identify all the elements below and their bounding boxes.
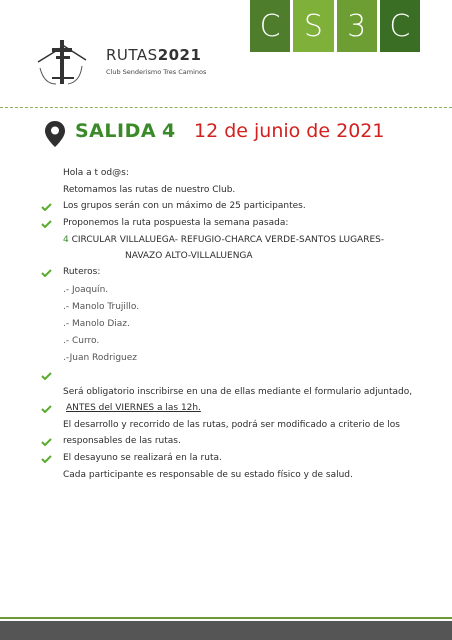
salida-label: SALIDA 4 [75, 120, 176, 142]
development-line-1: El desarrollo y recorrido de las rutas, podrá ser modificado a criterio de los [63, 420, 400, 430]
rutero-item: .-Juan Rodriguez [63, 353, 137, 363]
footer-band [0, 621, 452, 640]
location-pin-icon [44, 120, 66, 148]
rutero-item: .- Joaquín. [63, 285, 109, 295]
development-line-2: responsables de las rutas. [63, 436, 181, 446]
route-line-1: 4 CIRCULAR VILLALUEGA- REFUGIO-CHARCA VERDE-SANTOS LUGARES- [63, 235, 385, 245]
breakfast-line: El desayuno se realizará en la ruta. [63, 453, 222, 463]
intro-line: Retomamos las rutas de nuestro Club. [63, 185, 236, 195]
salida-date: 12 de junio de 2021 [194, 120, 385, 142]
logo-title: RUTAS2021 [106, 46, 202, 64]
proposal-line: Proponemos la ruta pospuesta la semana pasada: [63, 218, 289, 228]
groups-line: Los grupos serán con un máximo de 25 participantes. [63, 201, 306, 211]
cs3c-banner [250, 0, 420, 52]
logo-subtitle: Club Senderismo Tres Caminos [106, 68, 207, 76]
cs3c-tile: C [380, 0, 420, 52]
signup-line-1: Será obligatorio inscribirse en una de ellas mediante el formulario adjuntado, [63, 387, 413, 397]
checkmark-icon [41, 405, 52, 413]
checkmark-icon [41, 203, 52, 211]
cs3c-tile: 3 [337, 0, 377, 52]
route-line-2: NAVAZO ALTO-VILLALUENGA [125, 251, 253, 261]
checkmark-icon [41, 455, 52, 463]
cs3c-tile: C [250, 0, 290, 52]
signup-deadline: ANTES del VIERNES a las 12h. [66, 403, 201, 413]
greeting: Hola a t od@s: [63, 168, 129, 178]
responsibility-line: Cada participante es responsable de su estado físico y de salud. [63, 470, 353, 480]
divider [0, 107, 452, 108]
route-number: 4 [63, 235, 69, 245]
footer-accent-line [0, 617, 452, 619]
checkmark-icon [41, 269, 52, 277]
salida-heading [44, 118, 424, 148]
rutero-item: .- Curro. [63, 336, 100, 346]
checkmark-icon [41, 220, 52, 228]
salida-number: 4 [162, 120, 176, 142]
ruteros-title: Ruteros: [63, 267, 101, 277]
club-logo [34, 38, 207, 90]
checkmark-icon [41, 372, 52, 380]
rutero-item: .- Manolo Diaz. [63, 319, 130, 329]
club-logo-icon [34, 38, 90, 88]
checkmark-icon [41, 438, 52, 446]
cs3c-tile: S [293, 0, 333, 52]
rutero-item: .- Manolo Trujillo. [63, 302, 140, 312]
